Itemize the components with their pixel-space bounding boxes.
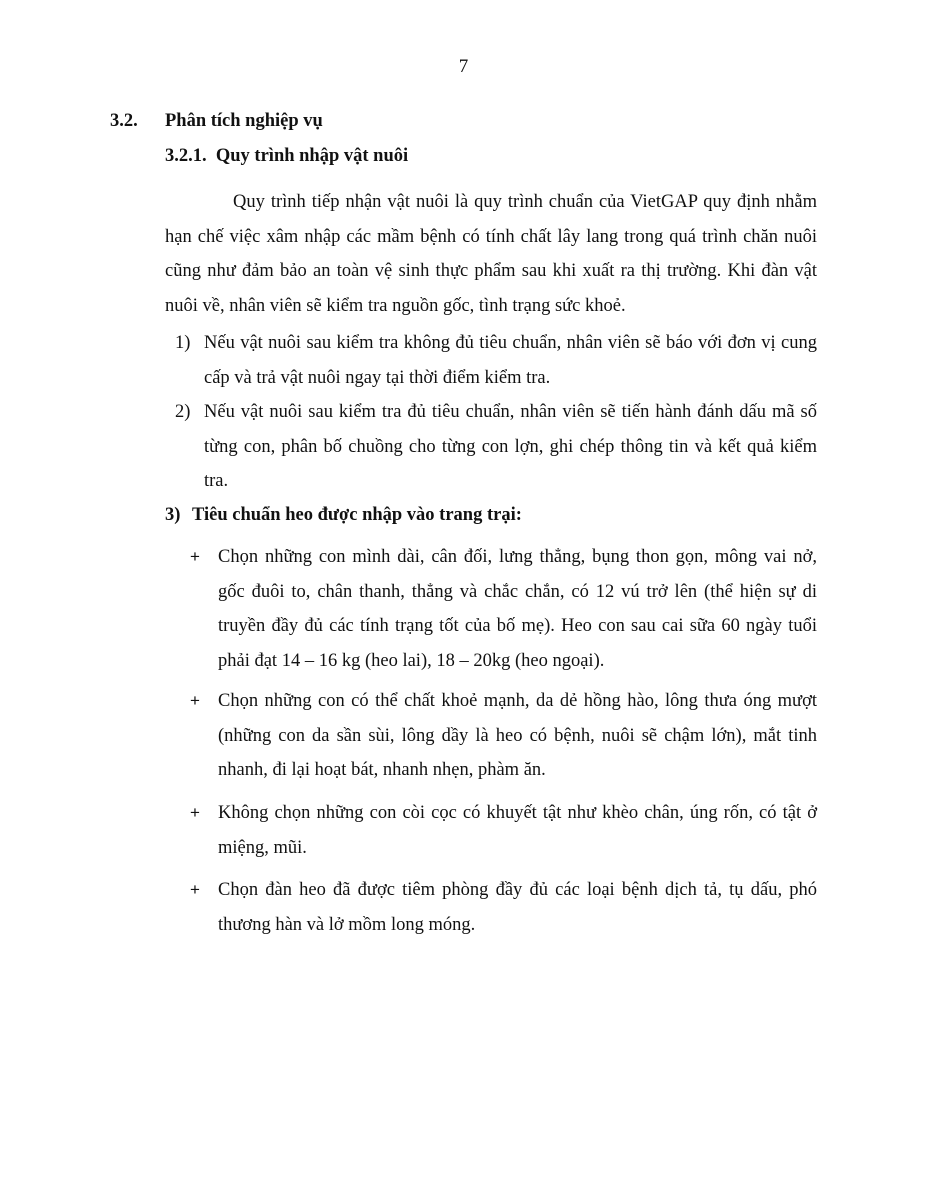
bullet-text: Chọn những con mình dài, cân đối, lưng thẳng, bụng thon gọn, mông vai nở, gốc đuôi to, chân thanh, thẳng và chắc chắn, có 12 vú trở lên (thể hiện sự di truyền đầy đủ các tính trạng tốt của bố mẹ). Heo con sau cai sữa 60 ngày tuổi phải đạt 14 – 16 kg (heo lai), 18 – 20kg (heo ngoại). [218, 547, 817, 671]
bullet-item [190, 873, 817, 942]
bullet-text: Chọn đàn heo đã được tiêm phòng đầy đủ các loại bệnh dịch tả, tụ dấu, phó thương hàn và lở mồm long móng. [218, 880, 817, 935]
plus-icon: + [190, 547, 200, 566]
bullet-text: Không chọn những con còi cọc có khuyết tật như khèo chân, úng rốn, có tật ở miệng, mũi. [218, 803, 817, 858]
subsection-heading: 3.2.1. Quy trình nhập vật nuôi [165, 146, 409, 166]
page-number: 7 [458, 56, 469, 77]
list-item-text: Nếu vật nuôi sau kiểm tra không đủ tiêu chuẩn, nhân viên sẽ báo với đơn vị cung cấp và trả vật nuôi ngay tại thời điểm kiểm tra. [204, 333, 817, 388]
list-marker: 1) [175, 333, 191, 353]
section-title: Phân tích nghiệp vụ [165, 111, 323, 131]
bullet-item [190, 684, 817, 788]
plus-icon: + [190, 880, 200, 899]
bullet-item [190, 796, 817, 865]
intro-paragraph: Quy trình tiếp nhận vật nuôi là quy trình chuẩn của VietGAP quy định nhằm hạn chế việc xâm nhập các mầm bệnh có tính chất lây lang trong quá trình chăn nuôi cũng như đảm bảo an toàn vệ sinh thực phẩm sau khi xuất ra thị trường. Khi đàn vật nuôi về, nhân viên sẽ kiểm tra nguồn gốc, tình trạng sức khoẻ. [165, 192, 817, 316]
plus-icon: + [190, 803, 200, 822]
list-marker: 2) [175, 402, 191, 422]
bullet-text: Chọn những con có thể chất khoẻ mạnh, da dẻ hồng hào, lông thưa óng mượt (những con da sần sùi, lông dầy là heo có bệnh, nuôi sẽ chậm lớn), mắt tinh nhanh, đi lại hoạt bát, nhanh nhẹn, phàm ăn. [218, 691, 817, 780]
numbered-item [175, 326, 817, 395]
section-number: 3.2. [110, 111, 138, 131]
numbered-item-heading [165, 498, 817, 533]
list-item-text: Nếu vật nuôi sau kiểm tra đủ tiêu chuẩn, nhân viên sẽ tiến hành đánh dấu mã số từng con, phân bố chuồng cho từng con lợn, ghi chép thông tin và kết quả kiểm tra. [204, 402, 817, 491]
bullet-item [190, 540, 817, 678]
list-item-text: Tiêu chuẩn heo được nhập vào trang trại: [192, 505, 522, 525]
list-marker: 3) [165, 505, 181, 525]
plus-icon: + [190, 691, 200, 710]
numbered-item [175, 395, 817, 499]
